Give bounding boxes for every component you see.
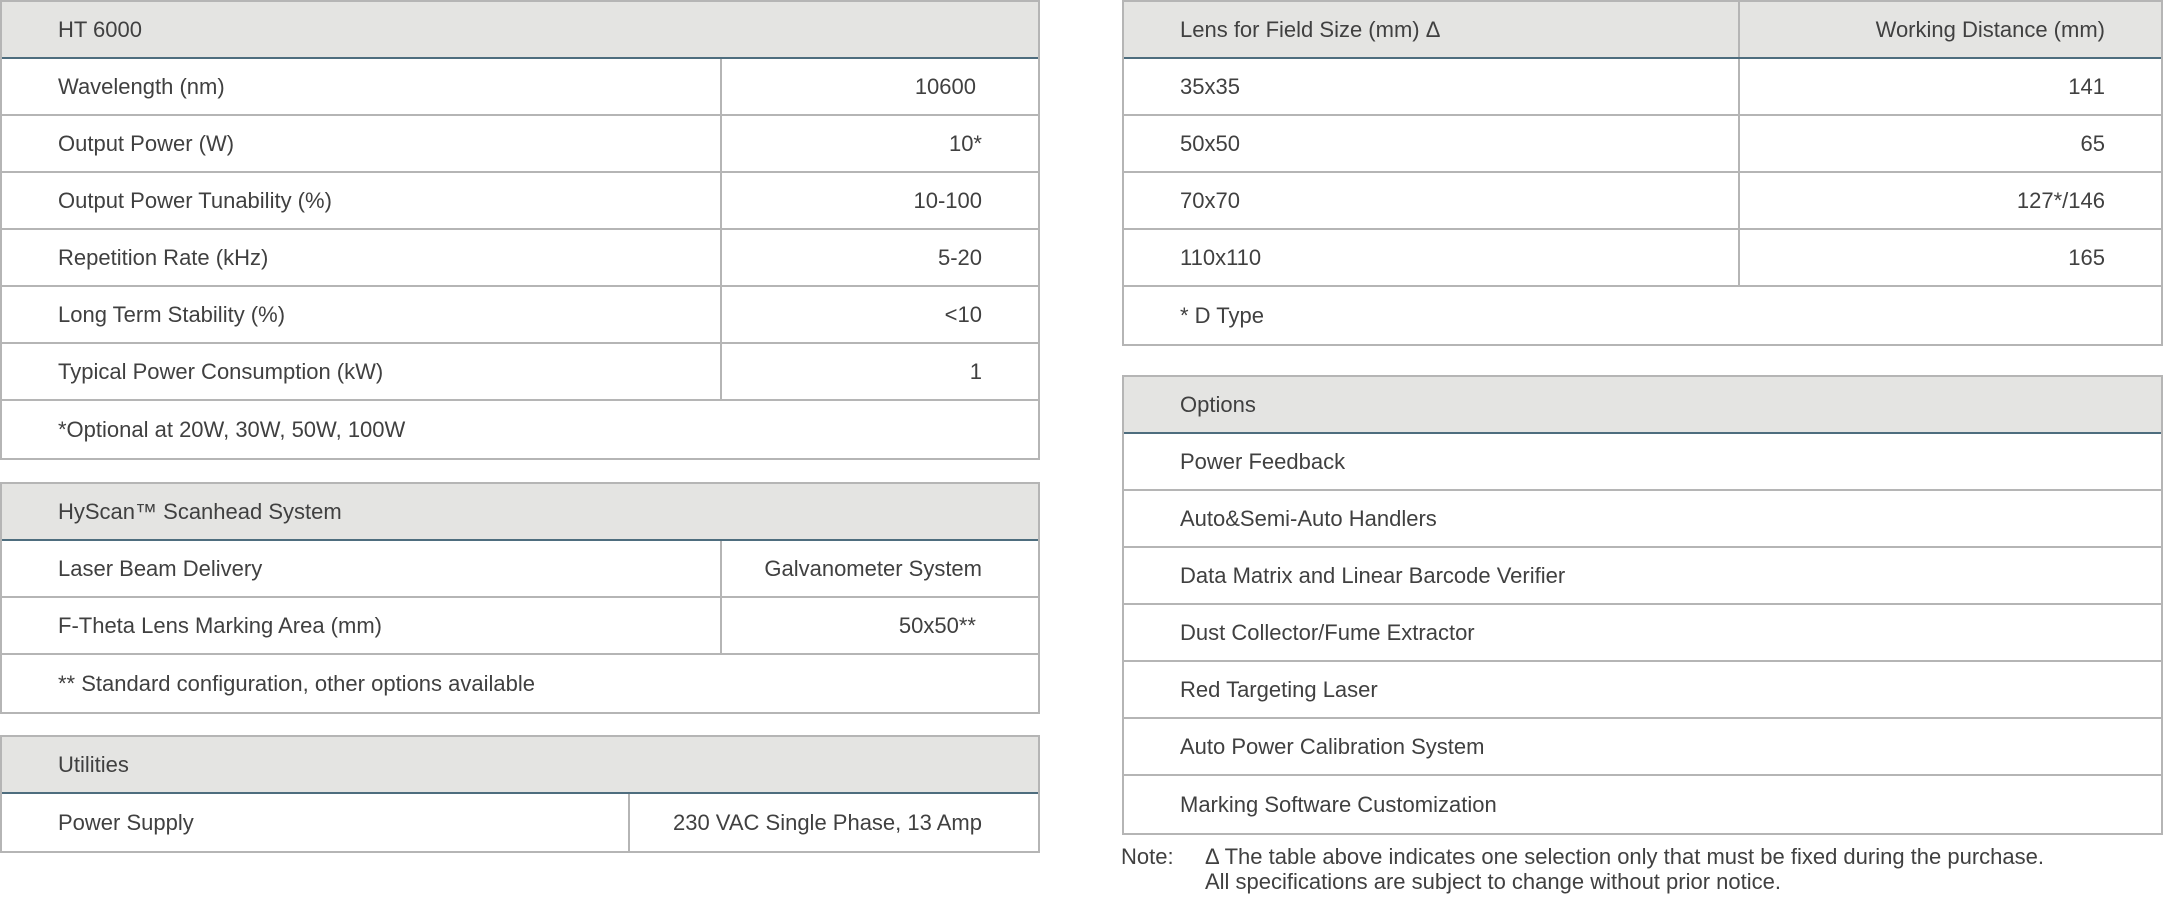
note-line-2: All specifications are subject to change without prior notice. xyxy=(1205,869,1781,894)
option-label: Data Matrix and Linear Barcode Verifier xyxy=(1180,562,1566,588)
option-label: Dust Collector/Fume Extractor xyxy=(1180,619,1475,645)
working-distance: 141 xyxy=(1738,59,2161,114)
spec-value: 5-20 xyxy=(720,230,1038,285)
note-label: Note: xyxy=(1121,844,1174,869)
lens-header-value: Working Distance (mm) xyxy=(1738,2,2161,57)
options-title: Options xyxy=(1180,391,1256,417)
option-label: Marking Software Customization xyxy=(1180,791,1497,817)
option-label: Power Feedback xyxy=(1180,448,1346,474)
footnote-row xyxy=(2,401,1038,458)
list-item xyxy=(1124,548,2161,605)
table-row xyxy=(2,230,1038,287)
option-label: Auto&Semi-Auto Handlers xyxy=(1180,505,1437,531)
table-row xyxy=(1124,230,2161,287)
hyscan-title: HyScan™ Scanhead System xyxy=(58,498,342,524)
utilities-table xyxy=(0,735,1040,853)
table-row xyxy=(2,598,1038,655)
note-line-1: Δ The table above indicates one selection only that must be fixed during the purchase. xyxy=(1205,844,2044,869)
spec-value: 10600 xyxy=(720,59,1038,114)
options-header-row xyxy=(1124,377,2161,434)
lens-size: 70x70 xyxy=(1180,187,1240,213)
spec-label: Laser Beam Delivery xyxy=(58,555,263,581)
table-row xyxy=(2,173,1038,230)
utilities-header-row xyxy=(2,737,1038,794)
spec-label: Long Term Stability (%) xyxy=(58,301,286,327)
spec-value: 10-100 xyxy=(720,173,1038,228)
spec-value: <10 xyxy=(720,287,1038,342)
table-row xyxy=(1124,116,2161,173)
lens-footnote: * D Type xyxy=(1180,302,1264,328)
spec-label: Output Power Tunability (%) xyxy=(58,187,332,213)
footnote-row xyxy=(1124,287,2161,344)
options-table xyxy=(1122,375,2163,835)
spec-value: 230 VAC Single Phase, 13 Amp xyxy=(628,794,1038,851)
spec-label: Repetition Rate (kHz) xyxy=(58,244,269,270)
lens-size: 110x110 xyxy=(1180,244,1262,270)
table-row xyxy=(1124,59,2161,116)
working-distance: 127*/146 xyxy=(1738,173,2161,228)
spec-label: F-Theta Lens Marking Area (mm) xyxy=(58,612,382,638)
list-item xyxy=(1124,719,2161,776)
ht6000-header-row xyxy=(2,2,1038,59)
list-item xyxy=(1124,605,2161,662)
list-item xyxy=(1124,776,2161,833)
spec-value: 1 xyxy=(720,344,1038,399)
table-row xyxy=(2,116,1038,173)
spec-value: Galvanometer System xyxy=(720,541,1038,596)
utilities-title: Utilities xyxy=(58,751,129,777)
list-item xyxy=(1124,491,2161,548)
lens-header-label: Lens for Field Size (mm) Δ xyxy=(1180,16,1441,42)
hyscan-header-row xyxy=(2,484,1038,541)
lens-size: 35x35 xyxy=(1180,73,1240,99)
table-row xyxy=(2,287,1038,344)
table-row xyxy=(2,541,1038,598)
table-row xyxy=(2,344,1038,401)
working-distance: 165 xyxy=(1738,230,2161,285)
spec-value: 50x50** xyxy=(720,598,1038,653)
table-row xyxy=(2,794,1038,851)
ht6000-title: HT 6000 xyxy=(58,16,142,42)
lens-header-row xyxy=(1124,2,2161,59)
list-item xyxy=(1124,662,2161,719)
lens-size: 50x50 xyxy=(1180,130,1240,156)
option-label: Red Targeting Laser xyxy=(1180,676,1378,702)
table-row xyxy=(2,59,1038,116)
option-label: Auto Power Calibration System xyxy=(1180,733,1485,759)
footnote-row xyxy=(2,655,1038,712)
ht6000-table xyxy=(0,0,1040,460)
spec-label: Wavelength (nm) xyxy=(58,73,225,99)
spec-label: Typical Power Consumption (kW) xyxy=(58,358,384,384)
spec-label: Power Supply xyxy=(58,809,194,835)
spec-label: Output Power (W) xyxy=(58,130,235,156)
lens-table xyxy=(1122,0,2163,346)
spec-value: 10* xyxy=(720,116,1038,171)
hyscan-footnote: ** Standard configuration, other options available xyxy=(58,670,535,696)
table-row xyxy=(1124,173,2161,230)
working-distance: 65 xyxy=(1738,116,2161,171)
ht6000-footnote: *Optional at 20W, 30W, 50W, 100W xyxy=(58,416,406,442)
list-item xyxy=(1124,434,2161,491)
hyscan-table xyxy=(0,482,1040,714)
